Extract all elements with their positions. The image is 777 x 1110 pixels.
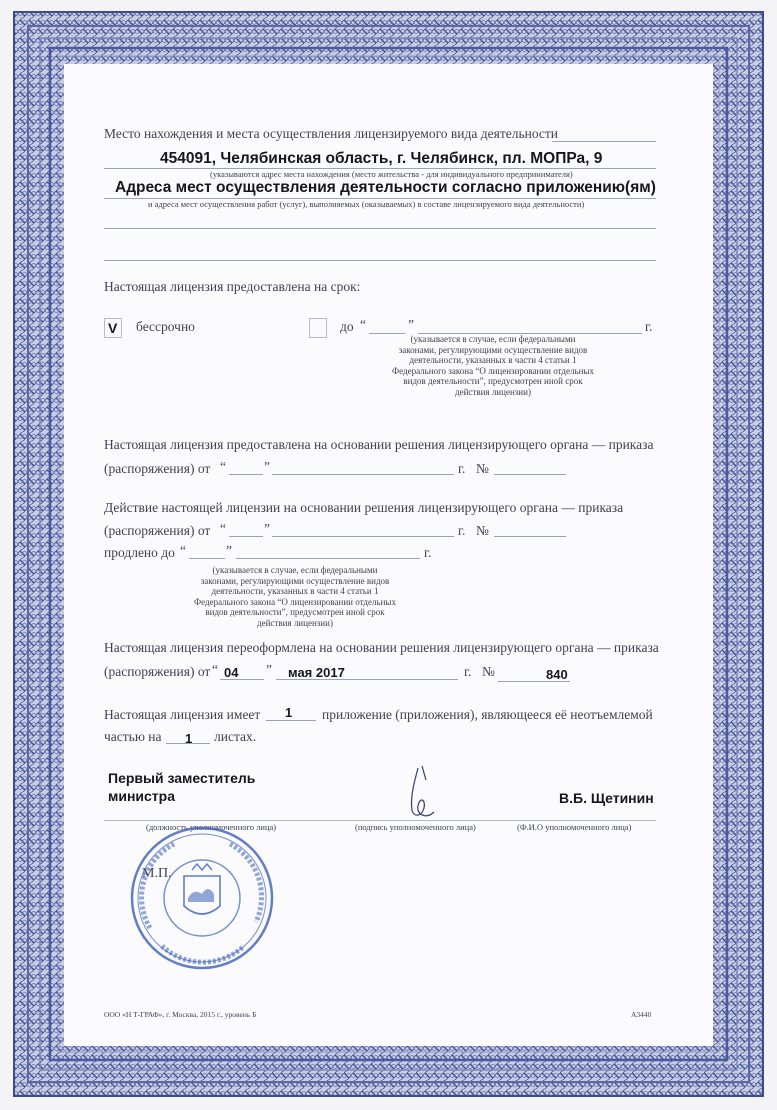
extended-line1: Действие настоящей лицензии на основании решения лицензирующего органа — приказа xyxy=(104,500,624,515)
reissue-day: 04 xyxy=(224,665,239,680)
number-line xyxy=(494,536,566,537)
unlimited-label: бессрочно xyxy=(136,319,195,334)
extended-note: (указывается в случае, если федеральными законами, регулирующими осуществление видов деятельности, указанных в части 4 статьи 1 Федерального закона “О лицензировании отдельных видов деятельности”, предусмотрен иной срок действия лицензии) xyxy=(194,565,396,628)
term-label: Настоящая лицензия предоставлена на срок: xyxy=(104,279,361,294)
day-line xyxy=(220,679,264,680)
handwritten-signature xyxy=(400,758,450,828)
number-line xyxy=(494,474,566,475)
form-code: А3440 xyxy=(631,1010,652,1019)
rule xyxy=(552,141,656,142)
places-caption: и адреса мест осуществления работ (услуг), выполняемых (оказываемых) в составе лицензируемого вида деятельности) xyxy=(148,199,585,209)
until-label: до xyxy=(340,319,354,334)
month-line xyxy=(236,558,420,559)
rule xyxy=(104,228,656,229)
check-mark: V xyxy=(108,320,118,336)
month-line xyxy=(272,536,454,537)
month-line xyxy=(276,679,458,680)
sign-caption: (подпись уполномоченного лица) xyxy=(355,822,476,832)
official-seal xyxy=(122,818,282,978)
address-caption: (указываются адрес места нахождения (место жительства - для индивидуального предпринимателя) xyxy=(210,169,573,179)
reissued-line1: Настоящая лицензия переоформлена на основании решения лицензирующего органа — приказа xyxy=(104,640,659,655)
basis-line1: Настоящая лицензия предоставлена на основании решения лицензирующего органа — приказа xyxy=(104,437,654,452)
year-suffix: г. xyxy=(645,319,653,334)
term-note: (указывается в случае, если федеральными законами, регулирующими осуществление видов деятельности, указанных в части 4 статьи 1 Федерального закона “О лицензировании отдельных видов деятельности”, предусмотрен иной срок действия лицензии) xyxy=(392,334,594,397)
extended-until: продлено до xyxy=(104,545,175,560)
location-header: Место нахождения и места осуществления лицензируемого вида деятельности xyxy=(104,126,559,141)
rule xyxy=(104,260,656,261)
places-value: Адреса мест осуществления деятельности согласно приложению(ям) xyxy=(115,179,656,196)
day-line xyxy=(189,558,225,559)
month-line xyxy=(272,474,454,475)
day-line xyxy=(229,536,263,537)
position-line1: Первый заместитель xyxy=(108,770,256,786)
reissue-month-year: мая 2017 xyxy=(288,665,345,680)
appendix-count: 1 xyxy=(285,705,293,720)
day-line xyxy=(229,474,263,475)
number-line xyxy=(498,681,570,682)
quote-close: ” xyxy=(408,317,414,332)
stamp-label: М.П. xyxy=(142,866,172,881)
position-line2: министра xyxy=(108,788,176,804)
unlimited-checkbox xyxy=(104,318,122,338)
basis-line2: (распоряжения) от xyxy=(104,461,211,476)
reissue-number: 840 xyxy=(546,667,568,682)
sheets-count: 1 xyxy=(185,731,193,746)
printer-imprint: ООО «Н Т-ГРАФ», г. Москва, 2015 г., уровень Б xyxy=(104,1010,257,1019)
signer-name: В.Б. Щетинин xyxy=(559,790,654,806)
quote-open: “ xyxy=(360,317,366,332)
name-caption: (Ф.И.О уполномоченного лица) xyxy=(517,822,632,832)
until-checkbox xyxy=(309,318,327,338)
sheets-line xyxy=(166,743,210,744)
address-value: 454091, Челябинская область, г. Челябинск, пл. МОПРа, 9 xyxy=(160,150,603,167)
count-line xyxy=(266,720,316,721)
position-caption: (должность уполномоченного лица) xyxy=(146,822,277,832)
